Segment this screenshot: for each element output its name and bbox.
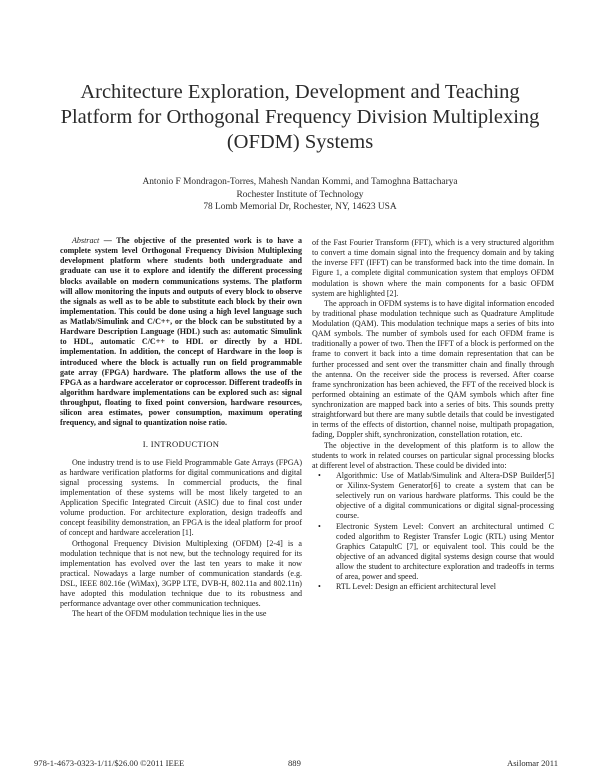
list-item-text: RTL Level: Design an efficient architectural level <box>336 582 496 592</box>
objective-paragraph: The objective in the development of this platform is to allow the students to work in related courses on particular signal processing blocks at different level of abstraction. These could be divided into: <box>312 440 554 470</box>
bullet-icon: • <box>318 470 321 480</box>
author-affiliation: Rochester Institute of Technology <box>236 189 364 200</box>
list-item <box>318 522 554 583</box>
abstract-label: Abstract <box>72 236 100 245</box>
ofdm-approach-paragraph: The approach in OFDM systems is to have digital information encoded by traditional phase modulation technique such as Quadrature Amplitude Modulation (QAM). This modulation technique maps a series of bits into QAM symbols. The number of symbols used for each OFDM frame is traditionally a power of two. Then the IFFT of a block is performed on the frame to convert it back into a time domain representation that can be further processed and sent over the transmitter chain and finally through the antenna. On the receiver side the process is reversed. After coarse frame synchronization has been achieved, the FFT of the received block is performed obtaining an estimate of the QAM symbols which after fine synchronization are mapped back into a series of bits. This sounds pretty straightforward but there are many subtle details that could be investigated in terms of the effects of distortion, channel noise, multipath propagation, fading, Doppler shift, synchronization, constellation rotation, etc. <box>312 298 554 440</box>
author-address: 78 Lomb Memorial Dr, Rochester, NY, 14623 USA <box>203 202 397 213</box>
author-block <box>60 176 540 214</box>
footer-conference: Asilomar 2011 <box>507 758 558 768</box>
abstract-text: — The objective of the presented work is to have a complete system level Orthogonal Frequency Division Multiplexing development platform where students both undergraduate and graduate can use it to explore and identify the different processing blocks available on modern communications systems. The platform will allow monitoring the inputs and outputs of every block to observe the signals as well as to be able to substitute each block by their own implementation. This could be done using a high level language such as Matlab/Simulink and C/C++, or the block can be substituted by a Hardware Description Language (HDL) such as: automatic Simulink to HDL, automatic C/C++ to HDL or directly by a HDL implementation. In addition, the concept of Hardware in the loop is introduced where the block is actually run on field programmable gate array (FPGA) hardware. The platform allows the use of the FPGA as a hardware accelerator or coprocessor. Different tradeoffs in algorithm hardware implementations can be explored such as: signal throughput, floating to fixed point conversion, hardware resources, silicon area estimates, power consumption, maximum operating frequency, and signal to quantization noise ratio. <box>60 236 302 428</box>
author-names: Antonio F Mondragon-Torres, Mahesh Nandan Kommi, and Tamoghna Battacharya <box>142 177 458 187</box>
list-item <box>318 582 554 592</box>
right-continuation-paragraph: of the Fast Fourier Transform (FFT), which is a very structured algorithm to convert a time domain signal into the frequency domain and by taking the inverse FFT (IFFT) can be transformed back into the time domain. In Figure 1, a complete digital communication system that employs OFDM modulation is shown where the main components for a basic OFDM system are highlighted [2]. <box>312 238 554 298</box>
list-item <box>318 471 554 522</box>
intro-paragraph-2: Orthogonal Frequency Division Multiplexing (OFDM) [2-4] is a modulation technique that is not new, but the technology required for its implementation has evolved over the last ten years to make it now practical. Nowadays a large number of communication standards (e.g. DSL, IEEE 802.16e (WiMax), 3GPP LTE, DVB-H, 802.11a and 802.11n) have adopted this modulation technique due to its robustness and performance advantage over other communication techniques. <box>60 538 302 609</box>
intro-paragraph-1: One industry trend is to use Field Programmable Gate Arrays (FPGA) as hardware verification platforms for digital communications and digital signal processing systems. In commercial products, the final implementation of these systems will be most likely targeted to an Application Specific Integrated Circuit (ASIC) due to final cost under volume production. For architecture exploration, design tradeoffs and concept feasibility demonstration, an FPGA is the ideal platform for proof of concept and hardware acceleration [1]. <box>60 457 302 538</box>
abstraction-level-list <box>312 471 554 593</box>
abstract <box>60 236 302 428</box>
footer-page-number: 889 <box>288 758 301 768</box>
right-column <box>312 238 554 592</box>
intro-paragraph-3: The heart of the OFDM modulation technique lies in the use <box>72 609 267 619</box>
bullet-icon: • <box>318 521 321 531</box>
section-heading-introduction: I. INTRODUCTION <box>142 439 220 450</box>
bullet-icon: • <box>318 582 321 592</box>
footer-copyright: 978-1-4673-0323-1/11/$26.00 ©2011 IEEE <box>34 758 185 768</box>
list-item-text: Electronic System Level: Convert an architectural untimed C coded algorithm to Register Transfer Logic (RTL) using Mentor Graphics CatapultC [7], or equivalent tool. This could be the objective of an advanced digital systems design course that would allow the student to architecture exploration and tradeoffs in terms of area, power and speed. <box>336 521 554 582</box>
paper-title: Architecture Exploration, Development and Teaching Platform for Orthogonal Frequency Division Multiplexing (OFDM) Systems <box>60 81 540 153</box>
left-column <box>60 236 302 620</box>
list-item-text: Algorithmic: Use of Matlab/Simulink and Altera-DSP Builder[5] or Xilinx-System Generator[6] to create a system that can be selectively run on various hardware platforms. This could be the objective of a digital communications or digital signal-processing course. <box>336 470 554 521</box>
